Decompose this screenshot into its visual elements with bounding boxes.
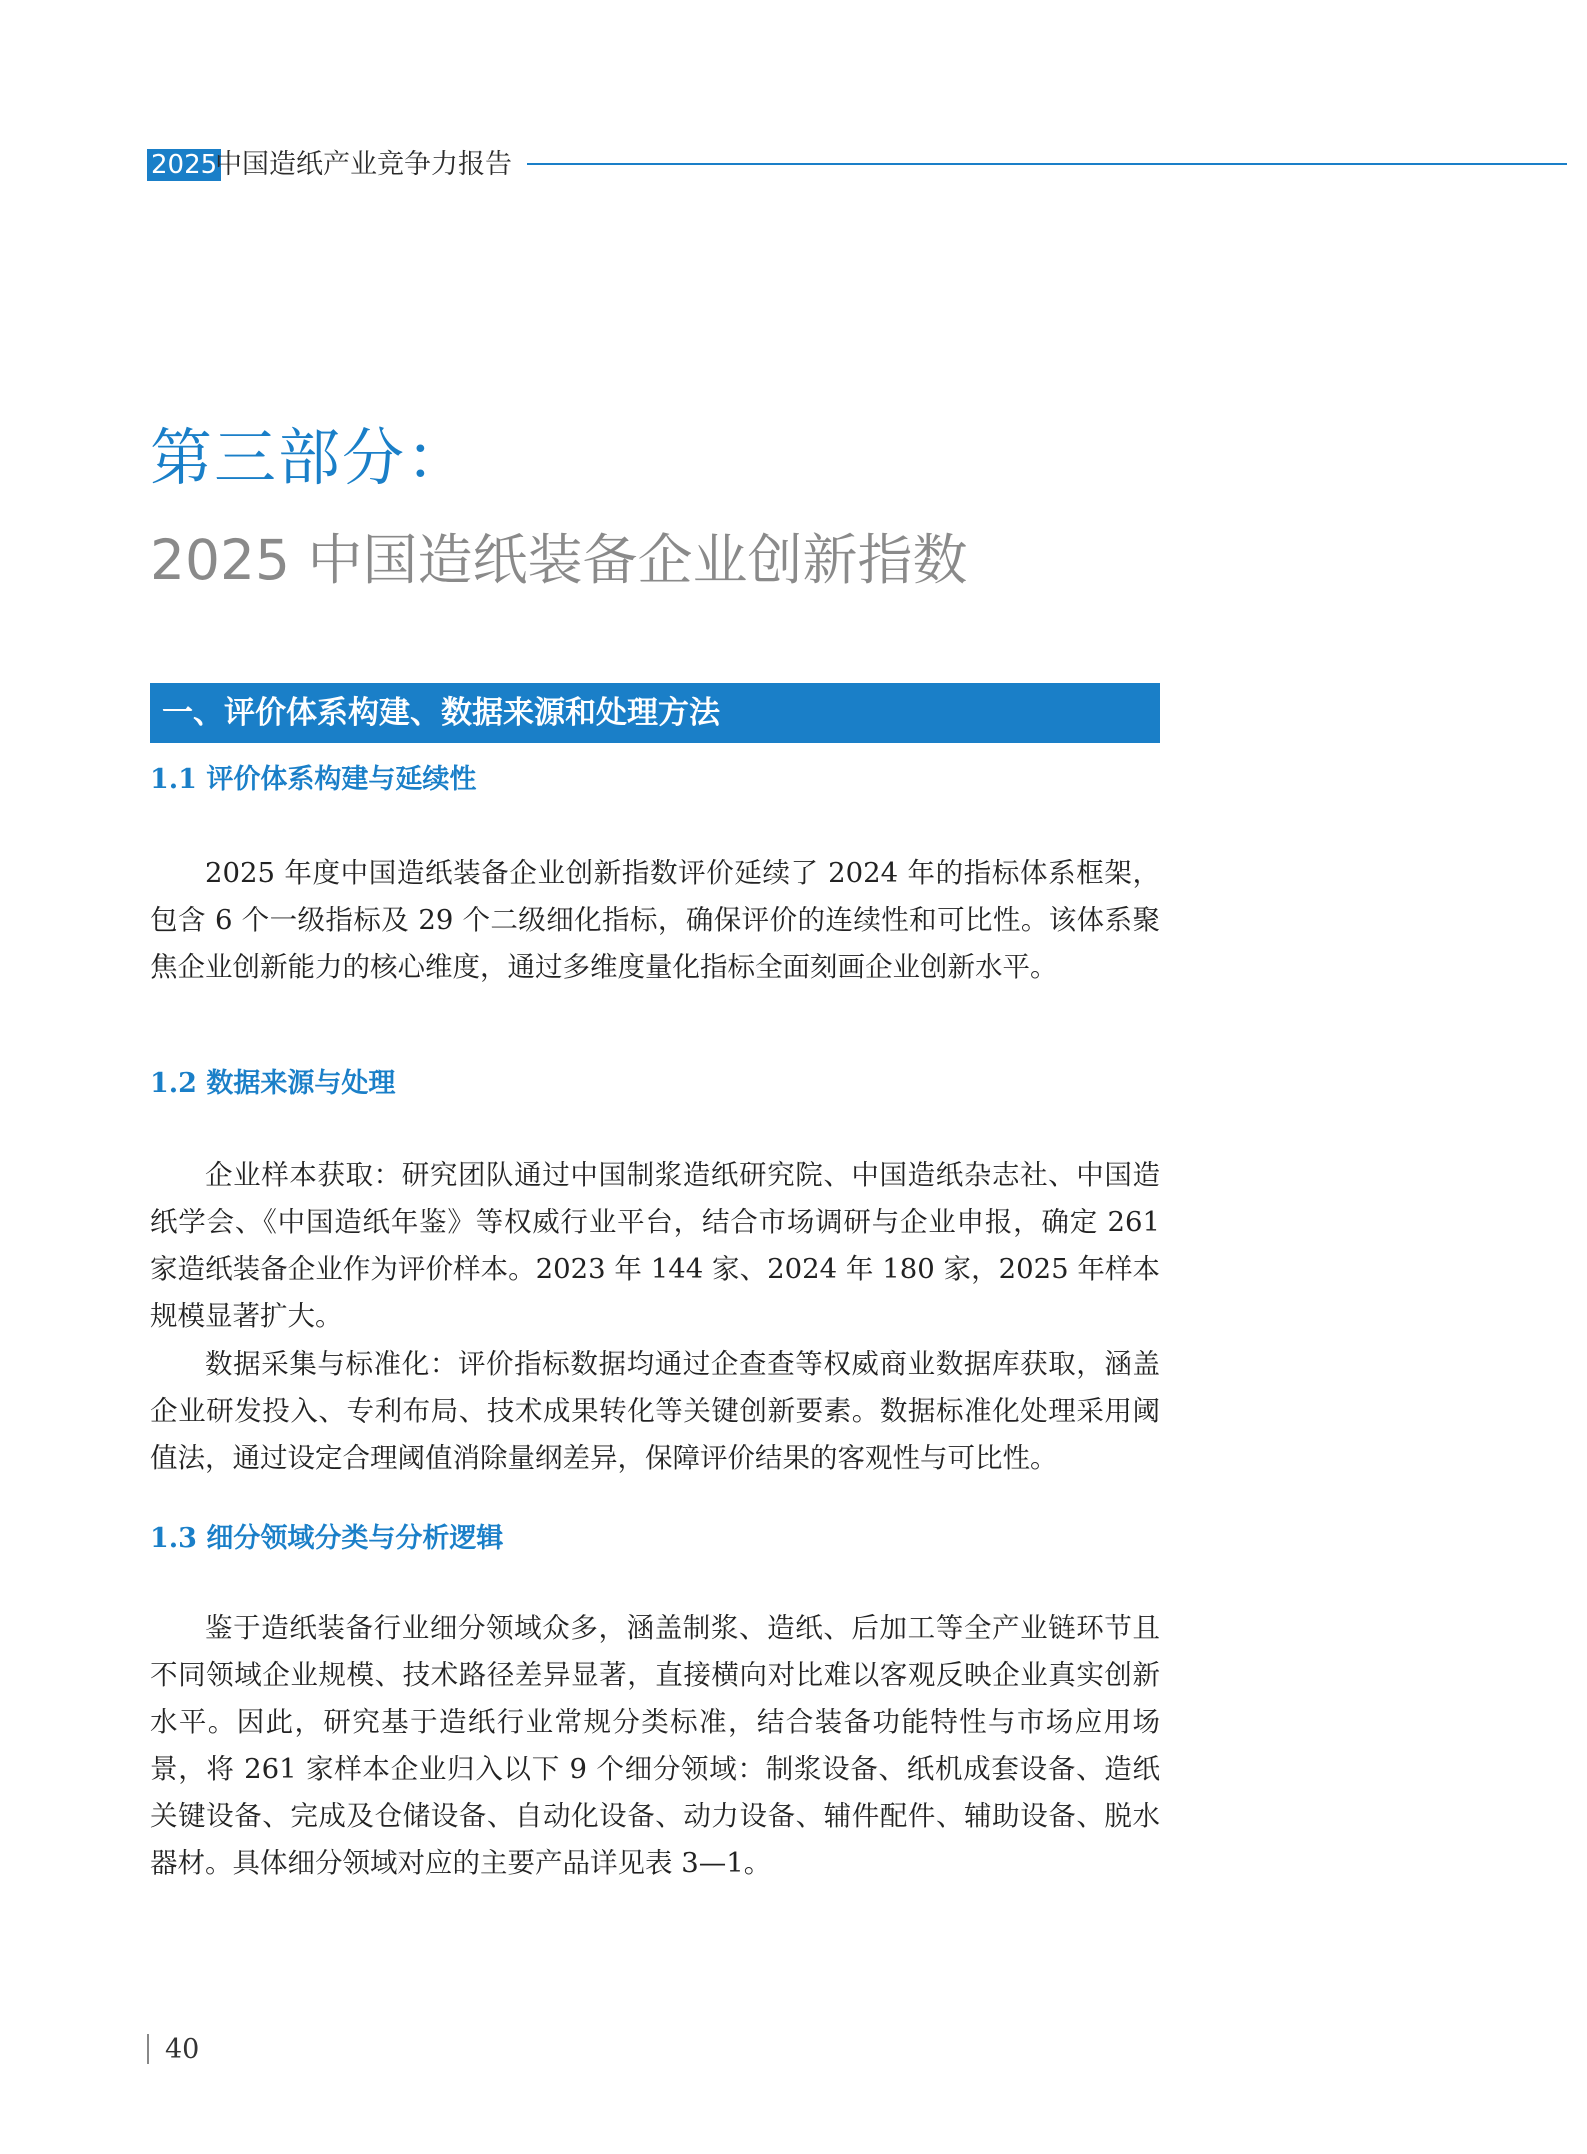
paragraph-1-1: 2025 年度中国造纸装备企业创新指数评价延续了 2024 年的指标体系框架，包含 6 个一级指标及 29 个二级细化指标，确保评价的连续性和可比性。该体系聚焦企业创新能力的核心维度，通过多维度量化指标全面刻画企业创新水平。 [150, 857, 1160, 983]
subsection-heading-1-3: 1.3 细分领域分类与分析逻辑 [150, 1523, 504, 1554]
header-divider [527, 163, 1567, 165]
header-year-badge: 2025 [147, 149, 221, 181]
paragraph-1-2-a: 企业样本获取：研究团队通过中国制浆造纸研究院、中国造纸杂志社、中国造纸学会、《中国造纸年鉴》等权威行业平台，结合市场调研与企业申报，确定 261 家造纸装备企业作为评价样本。2023 年 144 家、2024 年 180 家，2025 年样本规模显著扩大。 [150, 1159, 1160, 1332]
subsection-heading-1-2: 1.2 数据来源与处理 [150, 1068, 396, 1099]
section-heading: 一、评价体系构建、数据来源和处理方法 [150, 683, 1160, 743]
page-header [147, 145, 1567, 185]
part-subtitle: 2025 中国造纸装备企业创新指数 [150, 528, 968, 592]
header-report-title: 中国造纸产业竞争力报告 [215, 149, 512, 180]
paragraph-1-3: 鉴于造纸装备行业细分领域众多，涵盖制浆、造纸、后加工等全产业链环节且不同领域企业规模、技术路径差异显著，直接横向对比难以客观反映企业真实创新水平。因此，研究基于造纸行业常规分类标准，结合装备功能特性与市场应用场景，将 261 家样本企业归入以下 9 个细分领域：制浆设备、纸机成套设备、造纸关键设备、完成及仓储设备、自动化设备、动力设备、辅件配件、辅助设备、脱水器材。具体细分领域对应的主要产品详见表 3—1。 [150, 1612, 1160, 1879]
page-number: 40 [165, 2034, 200, 2065]
part-title: 第三部分： [150, 421, 471, 494]
footer-divider [147, 2034, 149, 2064]
subsection-heading-1-1: 1.1 评价体系构建与延续性 [150, 764, 477, 795]
paragraph-1-2-b: 数据采集与标准化：评价指标数据均通过企查查等权威商业数据库获取，涵盖企业研发投入、专利布局、技术成果转化等关键创新要素。数据标准化处理采用阈值法，通过设定合理阈值消除量纲差异，保障评价结果的客观性与可比性。 [150, 1348, 1160, 1474]
